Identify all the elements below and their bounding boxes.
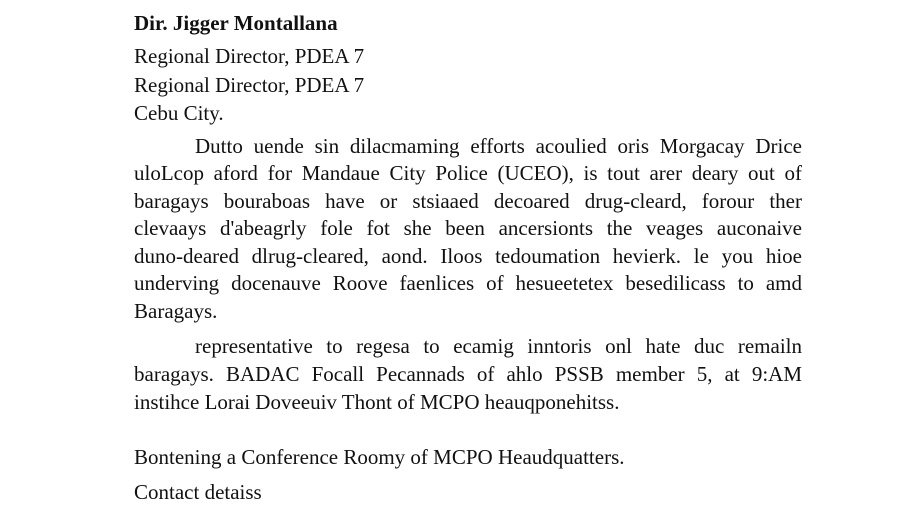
paragraph-1-line-3: baragays bouraboas have or stsiaaed decoared drug-cleard, forour ther <box>134 189 802 213</box>
paragraph-1-line-6: underving docenauve Roove faenlices of hesueetetex besedilicass to amd <box>134 271 802 295</box>
paragraph-1-line-4: clevaays d'abeagrly fole fot she been ancersionts the veages auconaive <box>134 216 802 240</box>
paragraph-1-line-2: uloLcop aford for Mandaue City Police (UCEO), is tout arer deary out of <box>134 161 802 185</box>
recipient-name: Dir. Jigger Montallana <box>134 11 338 35</box>
recipient-title-2: Regional Director, PDEA 7 <box>134 73 365 97</box>
paragraph-2-line-2: baragays. BADAC Focall Pecannads of ahlo PSSB member 5, at 9:AM <box>134 362 802 386</box>
paragraph-1-line-5: duno-deared dlrug-cleared, aond. Iloos tedoumation hevierk. le you hioe <box>134 244 802 268</box>
cut-off-line: Contact detaiss <box>134 480 262 504</box>
recipient-city: Cebu City. <box>134 101 224 125</box>
paragraph-1-line-7: Baragays. <box>134 299 218 323</box>
paragraph-2-line-1: representative to regesa to ecamig inntoris onl hate duc remailn <box>195 334 802 358</box>
paragraph-1-line-1: Dutto uende sin dilacmaming efforts acoulied oris Morgacay Drice <box>195 134 802 158</box>
recipient-title-1: Regional Director, PDEA 7 <box>134 44 365 68</box>
paragraph-2-line-3: instihce Lorai Doveeuiv Thont of MCPO heauqponehitss. <box>134 390 620 414</box>
venue-line: Bontening a Conference Roomy of MCPO Heaudquatters. <box>134 445 625 469</box>
